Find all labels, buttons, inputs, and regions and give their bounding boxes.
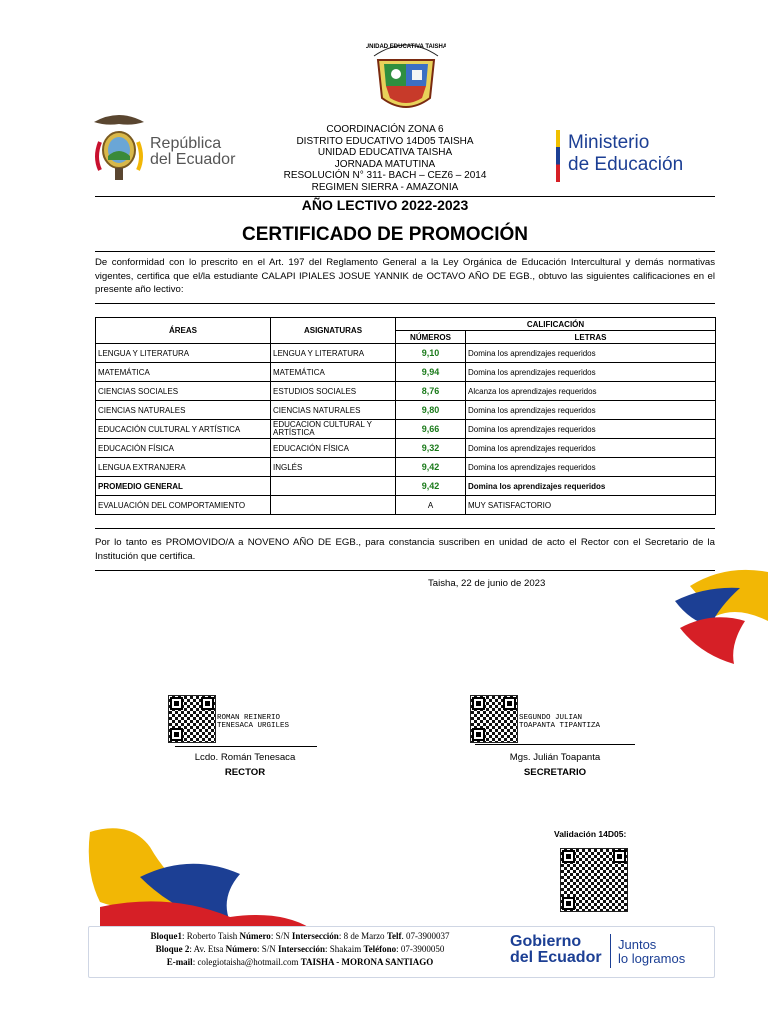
table-row [96, 420, 716, 439]
ministerio-educacion-text: Ministerio de Educación [568, 132, 684, 175]
cell-numero: 9,10 [396, 344, 466, 363]
cell-comportamiento-label: EVALUACIÓN DEL COMPORTAMIENTO [96, 496, 271, 515]
header-areas: ÁREAS [96, 318, 271, 344]
rector-name: Lcdo. Román Tenesaca [194, 752, 296, 763]
secretario-role: SECRETARIO [523, 767, 587, 778]
cell-numero: 8,76 [396, 382, 466, 401]
ministerio-educacion-logo [556, 126, 736, 186]
rector-signer-name: ROMAN REINERIO TENESACA URGILES [217, 714, 290, 730]
issue-date: Taisha, 22 de junio de 2023 [428, 578, 546, 589]
header-line: REGIMEN SIERRA - AMAZONIA [311, 181, 459, 193]
republica-ecuador-text: República del Ecuador [150, 135, 236, 168]
logo-separator [610, 934, 611, 968]
decorative-brand-shape-right [620, 566, 768, 666]
footer-line-3: E-mail: colegiotaisha@hotmail.com TAISHA - MORONA SANTIAGO [166, 957, 434, 967]
average-row [96, 477, 716, 496]
divider [95, 570, 715, 571]
cell-comportamiento-numero: A [396, 496, 466, 515]
cell-asignatura: INGLÉS [271, 458, 396, 477]
secretario-signature-line [475, 744, 635, 745]
header-line: DISTRITO EDUCATIVO 14D05 TAISHA [296, 135, 474, 147]
behavior-row [96, 496, 716, 515]
footer-line-1: Bloque1: Roberto Taish Número: S/N Intersección: 8 de Marzo Telf. 07-3900037 [150, 931, 450, 941]
cell-area: CIENCIAS NATURALES [96, 401, 271, 420]
svg-text:UNIDAD EDUCATIVA TAISHA: UNIDAD EDUCATIVA TAISHA [366, 44, 446, 50]
header-calificacion: CALIFICACIÓN [396, 318, 716, 331]
cell-promedio-asignatura [271, 477, 396, 496]
cell-letras: Alcanza los aprendizajes requeridos [466, 382, 716, 401]
cell-asignatura: EDUCACIÓN FÍSICA [271, 439, 396, 458]
header-numeros: NÚMEROS [396, 331, 466, 344]
table-row [96, 344, 716, 363]
cell-letras: Domina los aprendizajes requeridos [466, 344, 716, 363]
school-logo [366, 38, 446, 118]
decorative-brand-shape-left [80, 822, 310, 930]
cell-area: EDUCACIÓN CULTURAL Y ARTÍSTICA [96, 420, 271, 439]
secretario-signature-qr-icon [470, 695, 518, 743]
cell-promedio-letras: Domina los aprendizajes requeridos [466, 477, 716, 496]
header-line: JORNADA MATUTINA [334, 158, 436, 170]
cell-asignatura: CIENCIAS NATURALES [271, 401, 396, 420]
rector-signature-qr-icon [168, 695, 216, 743]
divider [95, 251, 715, 252]
cell-letras: Domina los aprendizajes requeridos [466, 401, 716, 420]
grades-table [95, 317, 716, 515]
cell-comportamiento-asignatura [271, 496, 396, 515]
cell-promedio-numero: 9,42 [396, 477, 466, 496]
cell-comportamiento-letras: MUY SATISFACTORIO [466, 496, 716, 515]
cell-asignatura: MATEMÁTICA [271, 363, 396, 382]
table-row [96, 363, 716, 382]
school-year: AÑO LECTIVO 2022-2023 [301, 197, 469, 213]
table-row [96, 382, 716, 401]
table-header-row [96, 318, 716, 331]
secretario-signer-name: SEGUNDO JULIAN TOAPANTA TIPANTIZA [519, 714, 601, 730]
table-row [96, 439, 716, 458]
cell-numero: 9,94 [396, 363, 466, 382]
divider [95, 528, 715, 529]
table-row [96, 458, 716, 477]
cell-numero: 9,80 [396, 401, 466, 420]
cell-asignatura: LENGUA Y LITERATURA [271, 344, 396, 363]
header-line: RESOLUCIÓN N° 311- BACH – CEZ6 – 2014 [283, 170, 487, 181]
cell-promedio-label: PROMEDIO GENERAL [96, 477, 271, 496]
cell-area: EDUCACIÓN FÍSICA [96, 439, 271, 458]
cell-asignatura: ESTUDIOS SOCIALES [271, 382, 396, 401]
header-letras: LETRAS [466, 331, 716, 344]
school-crest-icon [366, 38, 446, 118]
certificate-title: CERTIFICADO DE PROMOCIÓN [241, 224, 529, 245]
cell-numero: 9,32 [396, 439, 466, 458]
footer-contact [100, 930, 500, 969]
cell-area: LENGUA Y LITERATURA [96, 344, 271, 363]
cell-area: MATEMÁTICA [96, 363, 271, 382]
validation-label: Validación 14D05: [554, 829, 627, 839]
cell-numero: 9,42 [396, 458, 466, 477]
header-line: COORDINACIÓN ZONA 6 [326, 124, 444, 135]
intro-paragraph: De conformidad con lo prescrito en el Art. 197 del Reglamento General a la Ley Orgánica de Educación Intercultural y demás normativas vigentes, certifica que el/la estudiante CALAPI IPIALES JOSUE YANNIK de OCTAVO AÑO DE EGB., obtuvo las siguientes calificaciones en el presente año lectivo: [95, 257, 715, 295]
table-row [96, 401, 716, 420]
cell-area: LENGUA EXTRANJERA [96, 458, 271, 477]
secretario-name: Mgs. Julián Toapanta [509, 752, 601, 763]
validation-qr-icon[interactable] [560, 848, 628, 912]
header-line: UNIDAD EDUCATIVA TAISHA [317, 147, 453, 158]
institution-header [190, 124, 580, 193]
divider [95, 303, 715, 304]
conclusion-paragraph: Por lo tanto es PROMOVIDO/A a NOVENO AÑO DE EGB., para constancia suscriben en unidad de acto el Rector con el Secretario de la Institución que certifica. [95, 537, 715, 562]
rector-role: RECTOR [224, 767, 266, 778]
cell-asignatura: EDUCACION CULTURAL Y ARTÍSTICA [271, 420, 396, 439]
cell-letras: Domina los aprendizajes requeridos [466, 439, 716, 458]
cell-letras: Domina los aprendizajes requeridos [466, 363, 716, 382]
cell-area: CIENCIAS SOCIALES [96, 382, 271, 401]
cell-numero: 9,66 [396, 420, 466, 439]
cell-letras: Domina los aprendizajes requeridos [466, 458, 716, 477]
cell-letras: Domina los aprendizajes requeridos [466, 420, 716, 439]
footer-email[interactable]: : colegiotaisha@hotmail.com [192, 957, 301, 967]
rector-signature-line [175, 746, 317, 747]
gobierno-ecuador-logo: Gobierno del Ecuador Juntos lo logramos [510, 933, 686, 966]
footer-line-2: Bloque 2: Av. Etsa Número: S/N Intersección: Shakaim Teléfono: 07-3900050 [155, 944, 445, 954]
ecuador-coat-of-arms-icon [88, 112, 150, 184]
header-asignaturas: ASIGNATURAS [271, 318, 396, 344]
